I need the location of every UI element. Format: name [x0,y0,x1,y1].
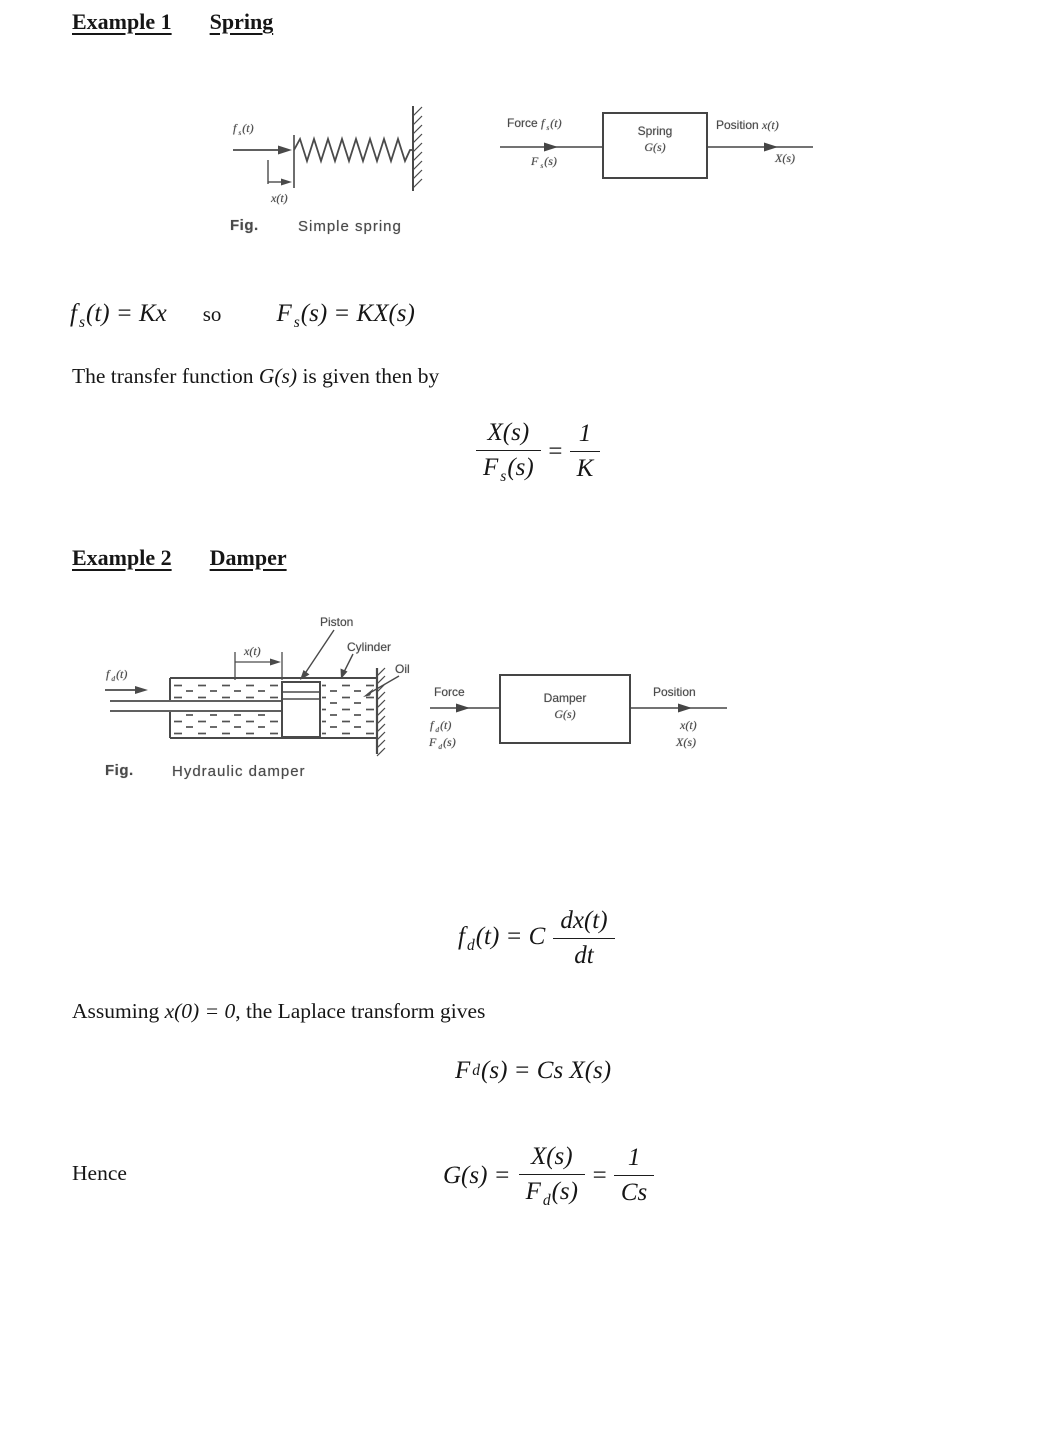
piston-rod [110,701,282,711]
oil-texture [173,680,374,736]
fraction-numerator: 1 [578,420,592,448]
fraction-dxdt [553,907,614,970]
oil-label: Oil [395,662,410,676]
relation-connector: so [202,302,222,326]
damper-laplace-equation: F d (s) = Cs X(s) [455,1057,612,1084]
block-input-bottom-label: F $_s$(s) [531,154,557,171]
fraction-denominator: K [570,451,601,483]
relation-left: f $_s$(t) = Kx [70,300,167,331]
fraction-xs-fss [476,419,541,485]
transfer-function-paragraph: The transfer function G(s) is given then by [72,364,440,388]
damper-force-label: f $_d$(t) [106,667,128,684]
fraction-denominator: F $_d$(s) [519,1174,585,1209]
spring-relation-equation [70,300,415,331]
damper-displacement-label: x(t) [244,644,261,658]
block-input-mid-label: f $_d$(t) [430,718,452,735]
block-output-top-label: Position x(t) [716,118,779,132]
force-arrow [233,146,292,155]
fraction-1-cs [614,1144,654,1207]
output-arrow [630,704,727,713]
block-output-top-label: Position [653,685,696,699]
damper-block-diagram [425,665,745,760]
block-output-bottom-label: X(s) [775,151,795,165]
example1-heading [72,9,273,35]
block-input-top-label: Force [434,685,465,699]
block-output-bottom-label: X(s) [676,735,696,749]
relation-right: F $_s$(s) = KX(s) [276,300,415,331]
spring-block-diagram [495,105,820,185]
fraction-xs-fds [519,1143,585,1209]
equation-lead: G(s) = [443,1161,511,1189]
cylinder-leader [341,654,354,679]
spring-displacement-label: x(t) [271,191,288,205]
hence-label: Hence [72,1161,127,1185]
wall-hatching [413,107,422,188]
block-box-transfer-fn: G(s) [644,140,666,154]
block-input-top-label: Force f $_s$(t) [507,116,562,133]
example2-heading [72,545,287,571]
fraction-denominator: dt [553,938,614,970]
spring-figure-caption-prefix: Fig. [230,217,259,234]
damper-figure-caption: Hydraulic damper [172,763,306,780]
fraction-1-k [570,420,601,483]
force-arrow [105,686,148,694]
example1-heading-title: Spring [209,9,274,34]
cylinder-label: Cylinder [347,640,392,654]
output-arrow [707,143,813,152]
fraction-denominator: Cs [614,1175,654,1207]
piston-leader [300,630,334,680]
piston-label: Piston [320,615,354,629]
fraction-numerator: 1 [627,1144,641,1172]
block-box-name: Spring [637,124,673,138]
fraction-numerator: X(s) [487,419,530,446]
example2-heading-number: Example 2 [72,545,172,570]
block-box-transfer-fn: G(s) [554,707,576,721]
block-box-name: Damper [543,691,587,705]
example2-heading-title: Damper [209,545,287,570]
displacement-dimension [268,160,292,186]
fraction-numerator: dx(t) [560,907,608,934]
equals-sign: = [590,1161,608,1189]
damper-figure-caption-prefix: Fig. [105,762,134,779]
spring-figure [215,95,435,245]
spring-figure-caption: Simple spring [298,218,402,235]
fraction-numerator: X(s) [530,1143,573,1170]
block-input-bottom-label: F $_d$(s) [429,735,456,752]
input-arrow [430,704,500,713]
fraction-denominator: F $_s$(s) [476,450,541,485]
damper-figure [100,610,430,795]
spring-coil [294,139,413,161]
damper-transfer-equation [443,1143,660,1209]
spring-transfer-equation [470,419,606,485]
damper-time-equation [458,907,621,970]
piston-plate [282,682,320,737]
example1-heading-number: Example 1 [72,9,172,34]
equation-lead: f $_d$(t) = C [458,923,546,955]
laplace-paragraph: Assuming x(0) = 0, the Laplace transform gives [72,999,486,1023]
wall-hatching [377,668,385,756]
block-output-mid-label: x(t) [680,718,697,732]
equals-sign: = [546,437,564,465]
spring-force-label: f $_s$(t) [233,121,254,138]
input-arrow [500,143,603,152]
